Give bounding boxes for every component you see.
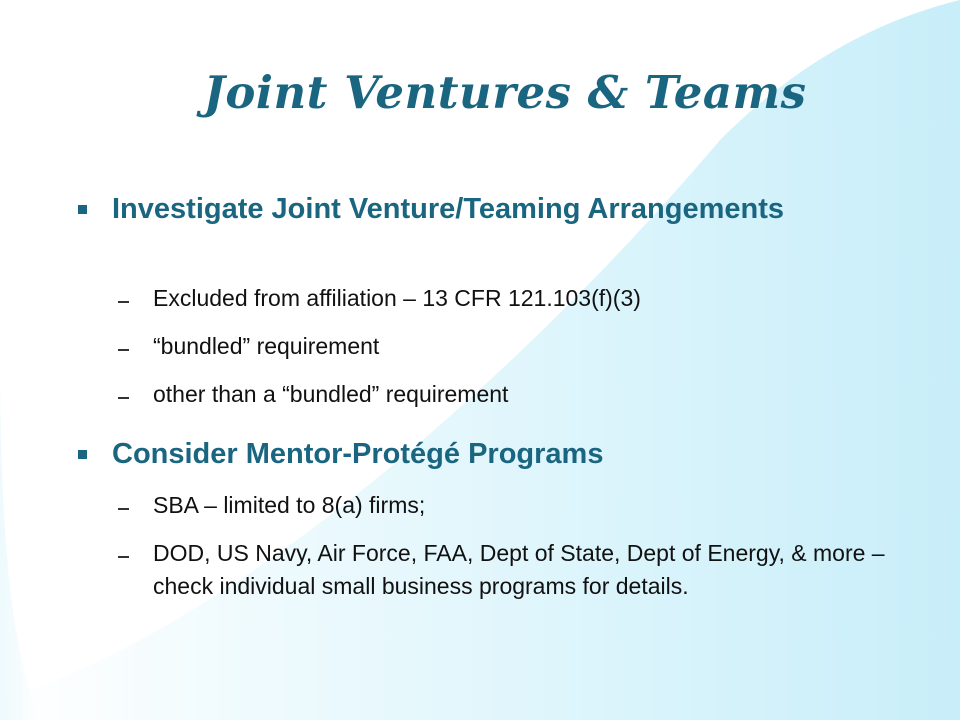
bullet-heading: Consider Mentor-Protégé Programs: [112, 438, 604, 470]
dash-bullet-icon: [118, 508, 129, 510]
sub-bullet-text: DOD, US Navy, Air Force, FAA, Dept of State, Dept of Energy, & more – check individual small business programs for details.: [153, 540, 885, 599]
slide-title: Joint Ventures & Teams: [203, 66, 807, 119]
bullet-heading: Investigate Joint Venture/Teaming Arrangements: [112, 193, 784, 225]
dash-bullet-icon: [118, 556, 129, 558]
square-bullet-icon: [78, 450, 87, 459]
dash-bullet-icon: [118, 349, 129, 351]
sub-bullet-text: “bundled” requirement: [153, 333, 380, 359]
dash-bullet-icon: [118, 397, 129, 399]
dash-bullet-icon: [118, 301, 129, 303]
sub-bullet-text: Excluded from affiliation – 13 CFR 121.103(f)(3): [153, 285, 641, 311]
sub-bullet-text: other than a “bundled” requirement: [153, 381, 509, 407]
sub-bullet-text: SBA – limited to 8(a) firms;: [153, 492, 426, 518]
square-bullet-icon: [78, 205, 87, 214]
